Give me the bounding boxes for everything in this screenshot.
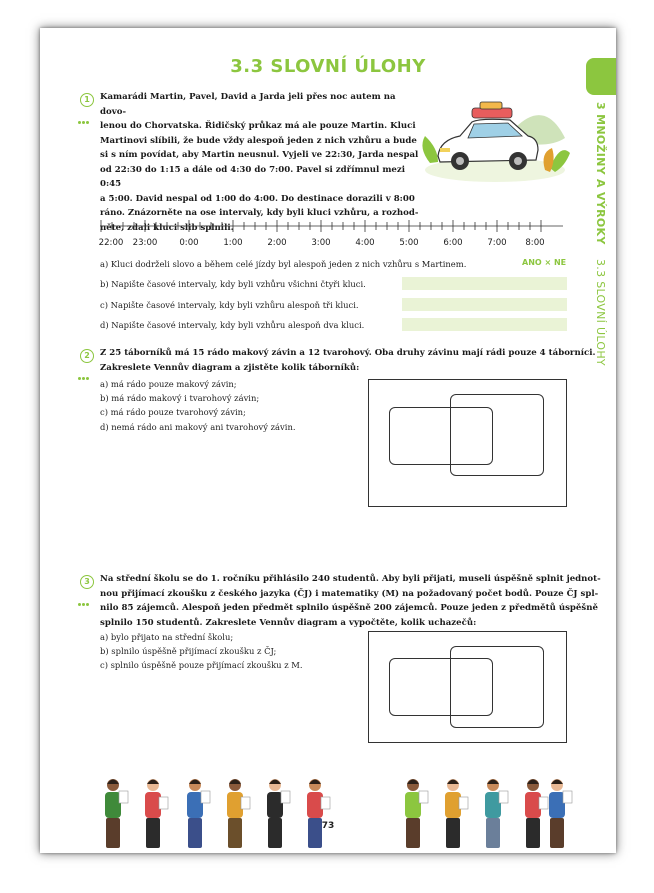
task1-question-c: c) Napište časové intervaly, kdy byli vzhůru alespoň tři kluci. (100, 300, 359, 310)
task2-item: b) má rádo makový i tvarohový závin; (100, 393, 260, 404)
answer-box-c[interactable] (402, 298, 567, 311)
side-section: 3.3 SLOVNÍ ÚLOHY (594, 258, 607, 366)
task3-line: nilo 85 zájemců. Alespoň jeden předmět splnilo úspěšně 200 zájemců. Pouze jeden z předmětů úspěšně (100, 603, 598, 613)
task1-line: si s ním povídat, aby Martin neusnul. Vyjeli ve 22:30, Jarda nespal (100, 150, 419, 160)
venn-set-right (450, 394, 544, 476)
axis-tick-label: 0:00 (179, 238, 199, 248)
task1-line: Martinovi slíbili, že bude vždy alespoň jeden z nich vzhůru a bude (100, 135, 417, 146)
task1-question-b: b) Napište časové intervaly, kdy byli vzhůru všichni čtyři kluci. (100, 279, 366, 289)
task3-item: c) splnilo úspěšně pouze přijímací zkoušku z M. (100, 660, 303, 671)
task-number-icon: 1 (80, 93, 94, 107)
student-figure (549, 779, 572, 848)
task2-item: d) nemá rádo ani makový ani tvarohový závin. (100, 421, 296, 432)
task1-line: ráno. Znázorněte na ose intervaly, kdy byli kluci vzhůru, a rozhod- (100, 208, 419, 218)
axis-labels (98, 216, 568, 256)
axis-tick-label: 4:00 (355, 238, 375, 248)
task1-line: Kamarádi Martin, Pavel, David a Jarda jeli přes noc autem na dovo- (100, 92, 396, 117)
task-number-icon: 2 (80, 349, 94, 363)
student-figure (485, 779, 508, 848)
student-figure (105, 779, 128, 848)
task1-text (100, 90, 420, 235)
task2-text (100, 346, 596, 375)
answer-box-d[interactable] (402, 318, 567, 331)
task3-items (100, 630, 303, 673)
task2-item: a) má rádo pouze makový závin; (100, 379, 237, 389)
dots-icon (78, 591, 92, 595)
venn-set-right (450, 646, 544, 728)
axis-tick-label: 3:00 (311, 238, 331, 248)
task2-items (100, 377, 296, 434)
axis-tick-label: 7:00 (487, 238, 507, 248)
yes-no-choice[interactable]: ANO × NE (522, 258, 567, 267)
axis-tick-label: 5:00 (399, 238, 419, 248)
task1-line: lenou do Chorvatska. Řidičský průkaz má ale pouze Martin. Kluci (100, 121, 416, 131)
task-number-icon: 3 (80, 575, 94, 589)
textbook-page (40, 28, 616, 853)
student-figure (227, 779, 250, 848)
axis-tick-label: 22:00 (98, 238, 124, 248)
task1-line: od 22:30 do 1:15 a dále od 4:30 do 7:00. Pavel si zdřímnul mezi 0:45 (100, 164, 406, 189)
task2-line: Z 25 táborníků má 15 rádo makový závin a 12 tvarohový. Oba druhy závinu mají rádi pouze 4 táborníci. (100, 348, 596, 358)
students-illustration (95, 773, 575, 853)
student-figure (145, 779, 168, 848)
axis-tick-label: 2:00 (267, 238, 287, 248)
student-figure (307, 779, 330, 848)
venn-diagram-3 (368, 631, 567, 743)
side-chapter-label (594, 102, 607, 366)
page-number: 73 (321, 821, 335, 831)
task3-item: b) splnilo úspěšně přijímací zkoušku z ČJ; (100, 646, 277, 657)
side-chapter: 3 MNOŽINY A VÝROKY (594, 102, 607, 245)
task2-line: Zakreslete Vennův diagram a zjistěte kolik táborníků: (100, 362, 360, 373)
student-figure (267, 779, 290, 848)
task1-line: a 5:00. David nespal od 1:00 do 4:00. Do destinace dorazili v 8:00 (100, 193, 415, 204)
task3-text (100, 572, 601, 630)
task1-line: něte, zdali kluci slib splnili. (100, 222, 234, 233)
task1-question-d: d) Napište časové intervaly, kdy byli vzhůru alespoň dva kluci. (100, 320, 365, 330)
axis-tick-label: 6:00 (443, 238, 463, 248)
task2-item: c) má rádo pouze tvarohový závin; (100, 407, 246, 418)
student-figure (525, 779, 548, 848)
task3-line: nou přijímací zkoušku z českého jazyka (ČJ) i matematiky (M) na požadovaný počet bodů. Pouze ČJ spl- (100, 588, 599, 599)
chapter-tab (586, 58, 616, 95)
page-title: 3.3 SLOVNÍ ÚLOHY (230, 56, 426, 77)
dots-icon (78, 109, 92, 113)
axis-tick-label: 8:00 (525, 238, 545, 248)
task3-item: a) bylo přijato na střední školu; (100, 632, 234, 642)
task3-line: Na střední školu se do 1. ročníku přihlásilo 240 studentů. Aby byli přijati, museli úspěšně splnit jednot- (100, 574, 601, 584)
dots-icon (78, 365, 92, 369)
axis-tick-label: 23:00 (132, 238, 158, 248)
task1-question-a: a) Kluci dodrželi slovo a během celé jízdy byl alespoň jeden z nich vzhůru s Martinem. (100, 259, 467, 269)
car-illustration (410, 98, 572, 188)
venn-diagram-2 (368, 379, 567, 507)
axis-tick-label: 1:00 (223, 238, 243, 248)
answer-box-b[interactable] (402, 277, 567, 290)
student-figure (187, 779, 210, 848)
student-figure (405, 779, 428, 848)
student-figure (445, 779, 468, 848)
task3-line: splnilo 150 studentů. Zakreslete Vennův diagram a vypočtěte, kolik uchazečů: (100, 617, 477, 628)
people-group (105, 779, 572, 848)
